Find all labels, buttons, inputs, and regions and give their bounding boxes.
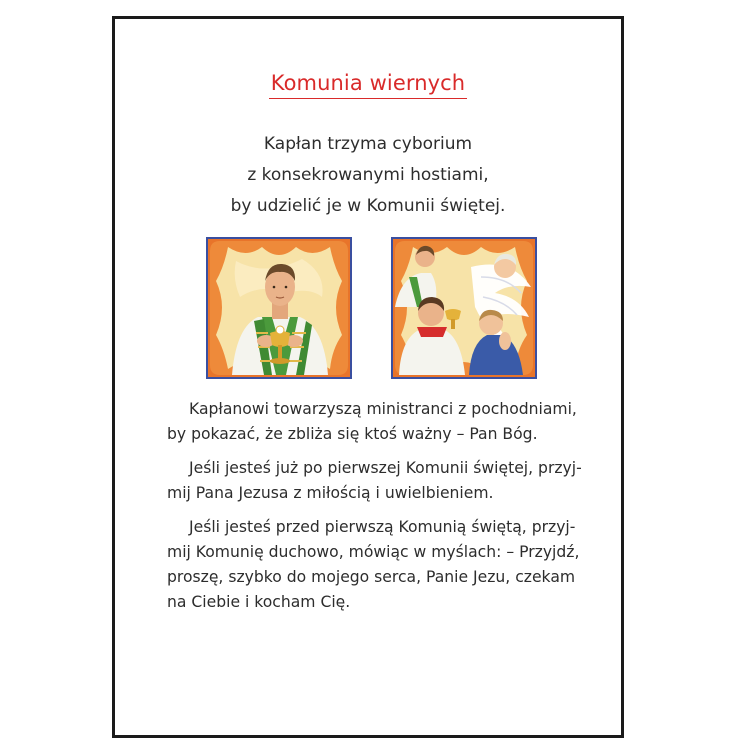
paragraph-line: mij Komunię duchowo, mówiąc w myślach: – Przyjdź, bbox=[167, 543, 580, 561]
paragraph-line: Kapłanowi towarzyszą ministranci z pochodniami, bbox=[189, 400, 577, 418]
intro-line: by udzielić je w Komunii świętej. bbox=[230, 196, 506, 216]
page-title bbox=[115, 71, 621, 99]
page bbox=[112, 16, 624, 738]
intro-line: z konsekrowanymi hostiami, bbox=[247, 165, 489, 185]
priest-with-ciborium-illustration bbox=[206, 237, 352, 379]
body-text bbox=[167, 397, 591, 624]
paragraph bbox=[167, 515, 591, 615]
intro-line: Kapłan trzyma cyborium bbox=[263, 134, 473, 154]
paragraph-line: mij Pana Jezusa z miłością i uwielbieniem. bbox=[167, 484, 494, 502]
intro-text bbox=[155, 129, 581, 222]
title-text: Komunia wiernych bbox=[269, 71, 467, 99]
altar-servers-communion-illustration bbox=[391, 237, 537, 379]
paragraph-line: by pokazać, że zbliża się ktoś ważny – Pan Bóg. bbox=[167, 425, 538, 443]
paragraph bbox=[167, 456, 591, 506]
paragraph-line: Jeśli jesteś już po pierwszej Komunii świętej, przyj- bbox=[189, 459, 582, 477]
paragraph-line: proszę, szybko do mojego serca, Panie Jezu, czekam bbox=[167, 568, 576, 586]
paragraph-line: na Ciebie i kocham Cię. bbox=[167, 593, 351, 611]
paragraph-line: Jeśli jesteś przed pierwszą Komunią świętą, przyj- bbox=[189, 518, 576, 536]
paragraph bbox=[167, 397, 591, 447]
